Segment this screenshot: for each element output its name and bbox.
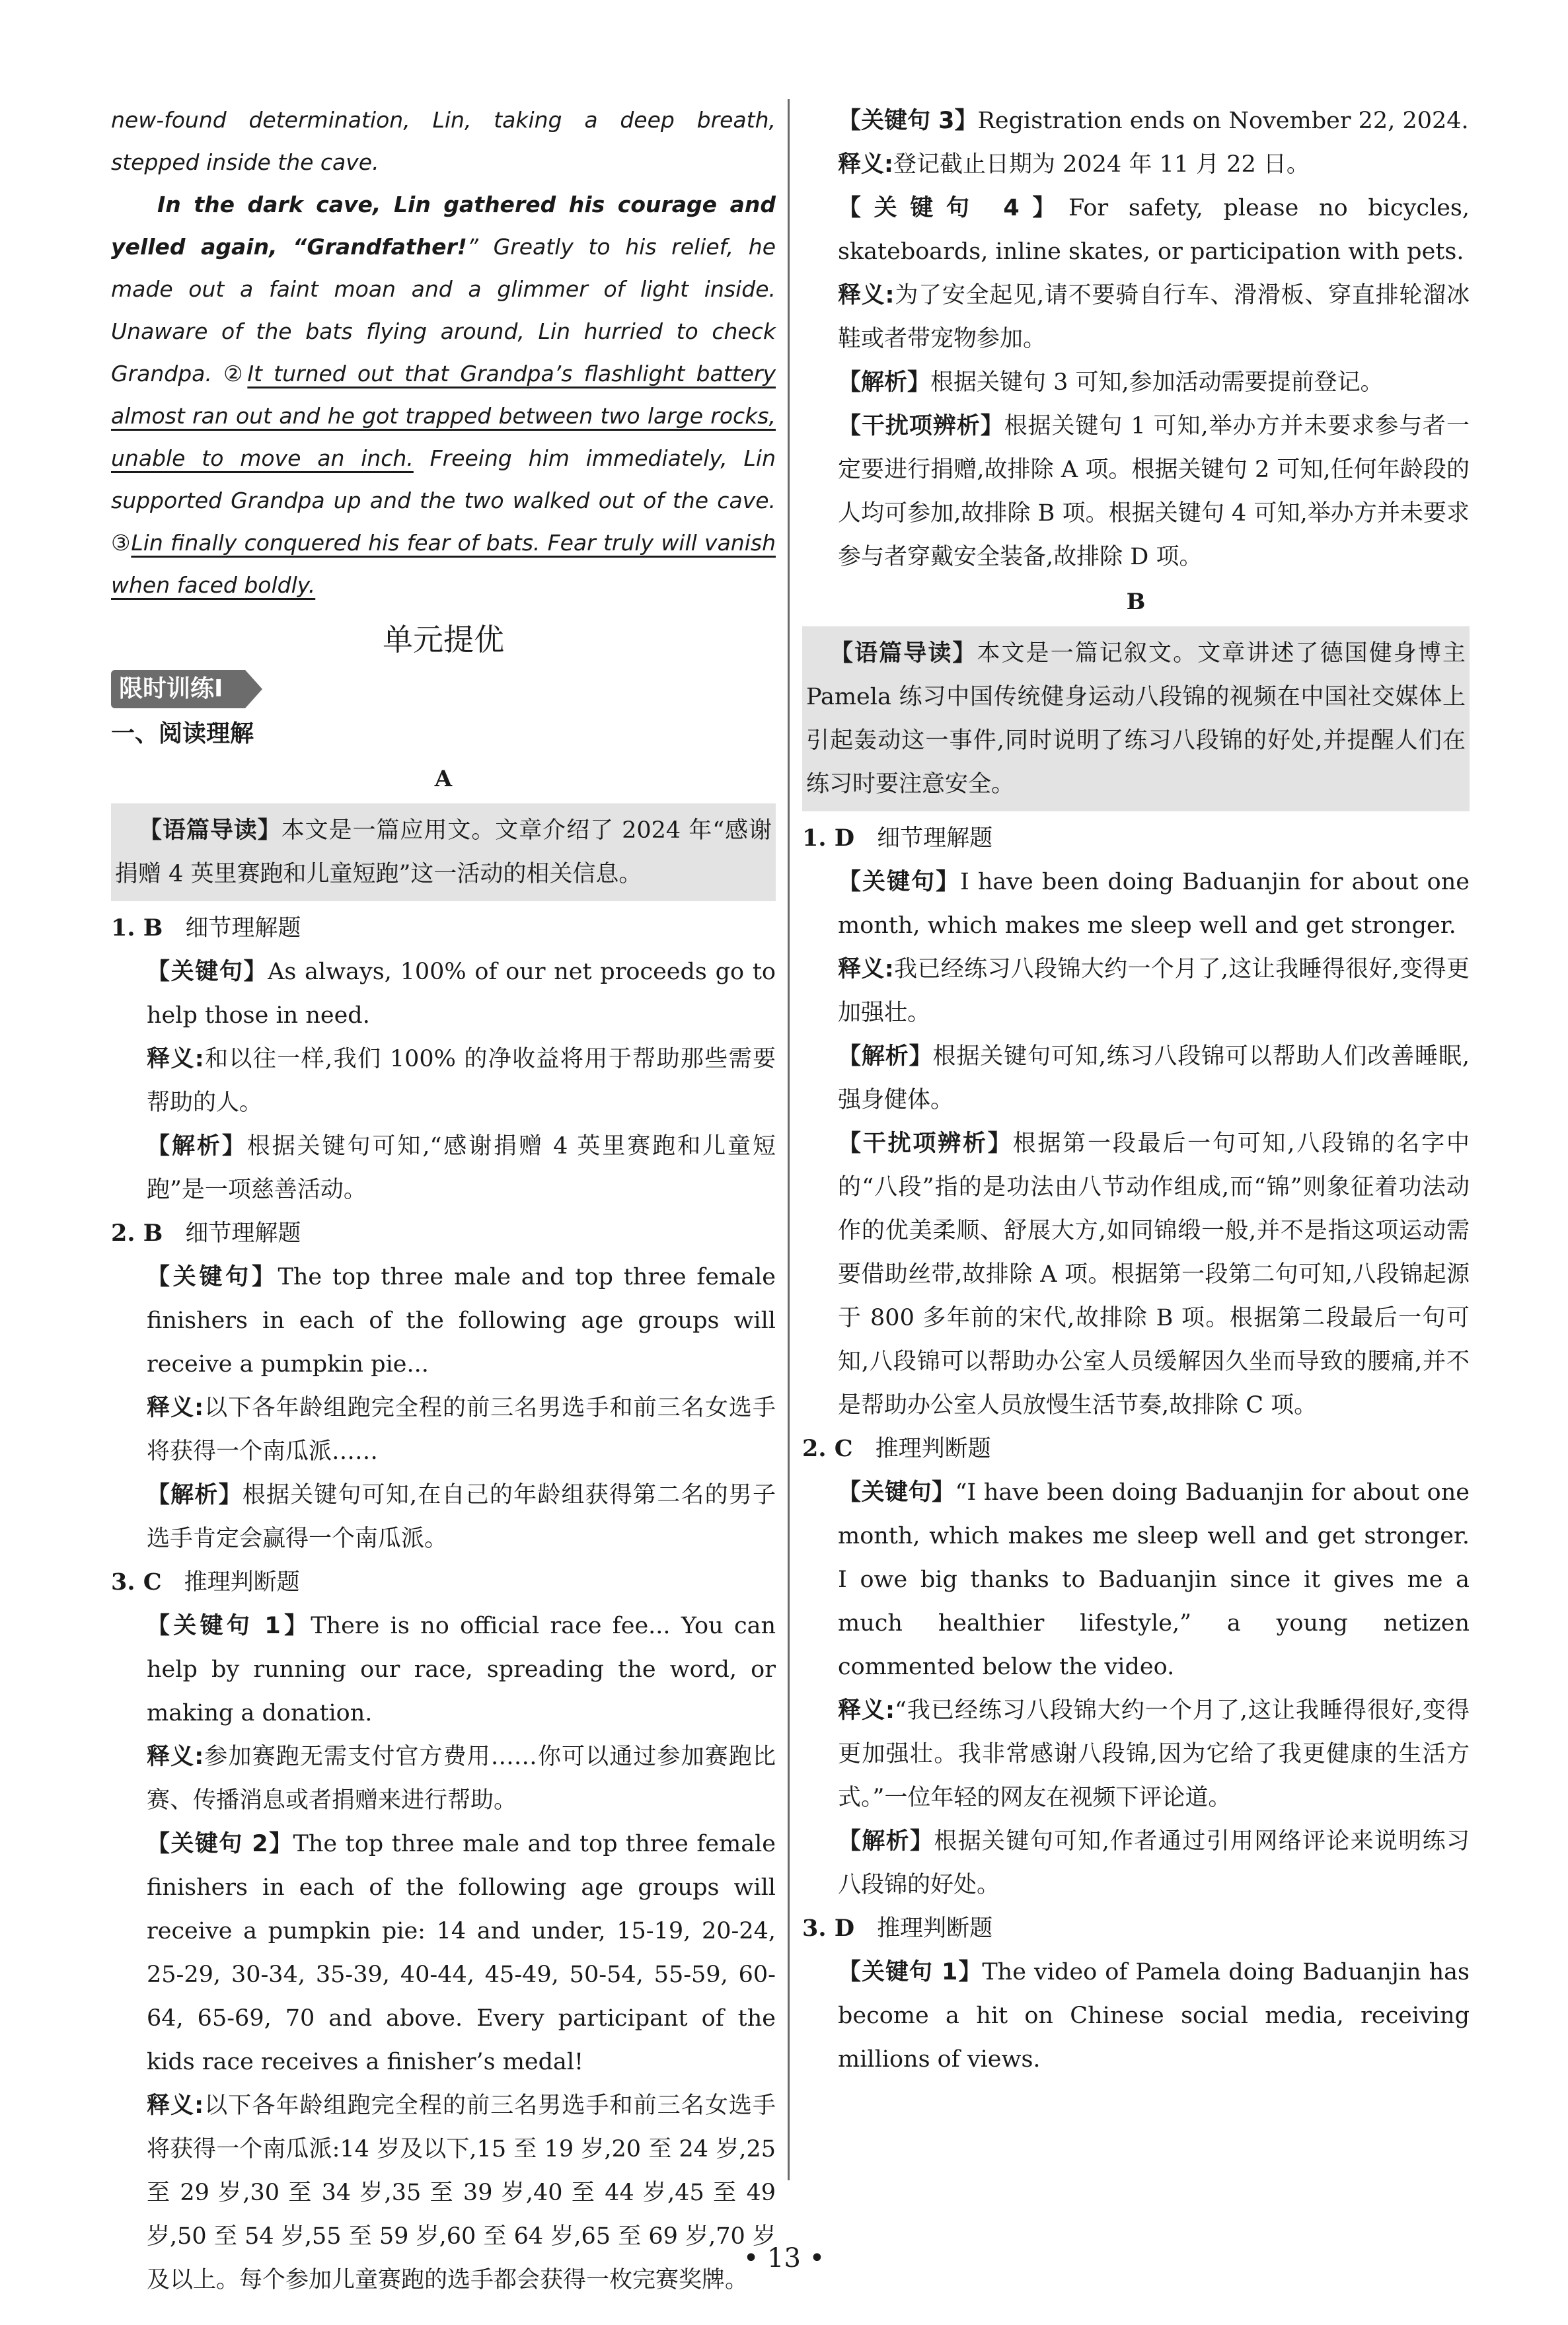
translation: 我已经练习八段锦大约一个月了,这让我睡得很好,变得更加强壮。 [838,956,1470,1026]
key-label: 【关键句 2】 [147,1831,293,1857]
story-text-b: Freeing him immediately, Lin supported Grandpa up and the two walked out of the cave. ③ [111,445,776,556]
question-a1-heading [111,906,776,950]
translation: 为了安全起见,请不要骑自行车、滑滑板、穿直排轮溜冰鞋或者带宠物参加。 [838,282,1470,352]
translation: 和以往一样,我们 100% 的净收益将用于帮助那些需要帮助的人。 [147,1046,776,1116]
question-b3-heading [802,1907,1470,1950]
translation-label: 释义: [147,1744,204,1770]
question-b2-heading [802,1427,1470,1471]
question-b3-body [802,1950,1470,2081]
analysis-label: 【解析】 [838,1828,934,1855]
question-type: 推理判断题 [184,1569,300,1596]
translation-label: 释义: [838,151,893,178]
story-underlined-3: Lin finally conquered his fear of bats. Fear truly will vanish when faced boldly. [111,530,776,598]
question-b2-body [802,1471,1470,1907]
question-number: 3. D [802,1915,855,1942]
translation: 以下各年龄组跑完全程的前三名男选手和前三名女选手将获得一个南瓜派:14 岁及以下,15 至 19 岁,20 至 24 岁,25 至 29 岁,30 至 34 岁,35 至 39 岁,40 至 44 岁,45 至 49 岁,50 至 54 岁,55 至 59 岁,60 至 64 岁,65 至 69 岁,70 岁及以上。每个参加儿童赛跑的选手都会获得一枚完赛奖牌。 [147,2092,776,2293]
question-type: 细节理解题 [877,825,993,852]
story-text-a: ” Greatly to his relief, he made out a faint moan and a glimmer of light inside. Unaware of the bats flying around, Lin hurried to check Grandpa. ② [111,234,776,387]
analysis: 根据关键句 3 可知,参加活动需要提前登记。 [930,369,1384,396]
question-number: 3. C [111,1568,162,1596]
page-number: • 13 • [743,2243,825,2273]
analysis-label: 【解析】 [838,1043,933,1070]
right-column [802,99,1470,2081]
key-label: 【关键句 1】 [838,1959,983,1985]
training-tag: 限时训练Ⅰ [111,670,245,708]
question-number: 2. C [802,1435,853,1462]
question-number: 1. B [111,914,163,941]
key-sentence: As always, 100% of our net proceeds go to help those in need. [147,959,776,1029]
key-sentence: “I have been doing Baduanjin for about one month, which makes me sleep well and get stronger. I owe big thanks to Baduanjin since it gives me a much healthier lifestyle,” a young netizen commented below the video. [838,1479,1470,1680]
question-type: 细节理解题 [185,915,301,941]
question-a2-body [111,1255,776,1561]
key-sentence: The top three male and top three female finishers in each of the following age groups will receive a pumpkin pie... [147,1264,776,1378]
key-sentence: There is no official race fee... You can help by running our race, spreading the word, or making a donation. [147,1613,776,1726]
left-column [111,99,776,2302]
translation-label: 释义: [147,1395,204,1421]
question-number: 2. B [111,1220,163,1247]
key-label: 【关键句 1】 [147,1613,311,1639]
translation: 以下各年龄组跑完全程的前三名男选手和前三名女选手将获得一个南瓜派…… [147,1395,776,1465]
translation-label: 释义: [147,1046,204,1072]
translation-label: 释义: [838,956,894,982]
story-bold-grandfather: Grandfather! [307,234,467,260]
passage-a-label: A [434,766,453,792]
key-label: 【关键句】 [147,1264,278,1290]
passage-b-label: B [1126,589,1146,615]
guide-text: 本文是一篇应用文。文章介绍了 2024 年“感谢捐赠 4 英里赛跑和儿童短跑”这一活动的相关信息。 [115,817,772,887]
key-sentence: I have been doing Baduanjin for about one month, which makes me sleep well and get stronger. [838,869,1470,939]
story-underlined-2: It turned out that Grandpa’s flashlight battery almost ran out and he got trapped between two large rocks, unable to move an inch. [111,361,776,471]
passage-b-guide [802,626,1470,811]
question-b1-body [802,860,1470,1427]
distractor-label: 【干扰项辨析】 [838,413,1004,439]
analysis: 根据关键句可知,作者通过引用网络评论来说明练习八段锦的好处。 [838,1828,1470,1898]
question-a2-heading [111,1212,776,1255]
question-a3-body-right [802,99,1470,579]
key-label: 【关键句】 [838,1479,955,1506]
column-divider [788,99,790,2180]
analysis-label: 【解析】 [147,1482,243,1508]
guide-text: 本文是一篇记叙文。文章讲述了德国健身博主 Pamela 练习中国传统健身运动八段锦的视频在中国社交媒体上引起轰动这一事件,同时说明了练习八段锦的好处,并提醒人们在练习时要注意安全。 [806,640,1466,797]
key-sentence: Registration ends on November 22, 2024. [977,108,1469,134]
translation: 登记截止日期为 2024 年 11 月 22 日。 [893,151,1310,178]
key-label: 【关键句 4】 [838,195,1068,221]
question-type: 推理判断题 [877,1915,993,1942]
analysis-label: 【解析】 [838,369,931,396]
question-a3-body-left [111,1604,776,2302]
translation-label: 释义: [838,1697,895,1724]
guide-label: 【语篇导读】 [830,640,977,667]
analysis: 根据关键句可知,“感谢捐赠 4 英里赛跑和儿童短跑”是一项慈善活动。 [147,1133,776,1203]
translation: “我已经练习八段锦大约一个月了,这让我睡得很好,变得更加强壮。我非常感谢八段锦,因为它给了我更健康的生活方式。”一位年轻的网友在视频下评论道。 [838,1697,1470,1811]
key-label: 【关键句】 [147,959,268,985]
analysis-label: 【解析】 [147,1133,247,1160]
key-label: 【关键句】 [838,869,960,895]
distractor-analysis: 根据关键句 1 可知,举办方并未要求参与者一定要进行捐赠,故排除 A 项。根据关键句 2 可知,任何年龄段的人均可参加,故排除 B 项。根据关键句 4 可知,举办方并未要求参与者穿戴安全装备,故排除 D 项。 [838,413,1470,570]
question-b1-heading [802,817,1470,860]
story-paragraph-final [111,184,776,607]
section-title: 单元提优 [383,622,504,657]
passage-a-guide [111,803,776,901]
part-heading: 一、阅读理解 [111,720,254,747]
analysis: 根据关键句可知,练习八段锦可以帮助人们改善睡眠,强身健体。 [838,1043,1470,1113]
translation-label: 释义: [147,2092,204,2119]
distractor-label: 【干扰项辨析】 [838,1130,1013,1157]
key-label: 【关键句 3】 [838,108,978,134]
story-paragraph-end: new-found determination, Lin, taking a deep breath, stepped inside the cave. [111,107,776,175]
translation: 参加赛跑无需支付官方费用……你可以通过参加赛跑比赛、传播消息或者捐赠来进行帮助。 [147,1744,776,1814]
distractor-analysis: 根据第一段最后一句可知,八段锦的名字中的“八段”指的是功法由八节动作组成,而“锦”则象征着功法动作的优美柔顺、舒展大方,如同锦缎一般,并不是指这项运动需要借助丝带,故排除 A 项。根据第一段第二句可知,八段锦起源于 800 多年前的宋代,故排除 B 项。根据第二段最后一句可知,八段锦可以帮助办公室人员缓解因久坐而导致的腰痛,并不是帮助办公室人员放慢生活节奏,故排除 C 项。 [838,1130,1470,1419]
guide-label: 【语篇导读】 [139,817,281,844]
translation-label: 释义: [838,282,895,309]
key-sentence: The top three male and top three female finishers in each of the following age groups will receive a pumpkin pie: 14 and under, 15-19, 20-24, 25-29, 30-34, 35-39, 40-44, 45-49, 50-54, 55-59, 60-64, 65-69, 70 and above. Every participant of the kids race receives a finisher’s medal! [147,1831,776,2075]
question-type: 细节理解题 [185,1220,301,1247]
question-number: 1. D [802,825,855,852]
story-bold-opening: In the dark cave, Lin gathered his courage and yelled again, “ [111,192,776,260]
question-type: 推理判断题 [875,1436,991,1462]
question-a3-heading [111,1561,776,1604]
question-a1-body [111,950,776,1212]
key-sentence: The video of Pamela doing Baduanjin has become a hit on Chinese social media, receiving millions of views. [838,1959,1470,2073]
analysis: 根据关键句可知,在自己的年龄组获得第二名的男子选手肯定会赢得一个南瓜派。 [147,1482,776,1552]
key-sentence: For safety, please no bicycles, skateboards, inline skates, or participation with pets. [838,195,1470,265]
